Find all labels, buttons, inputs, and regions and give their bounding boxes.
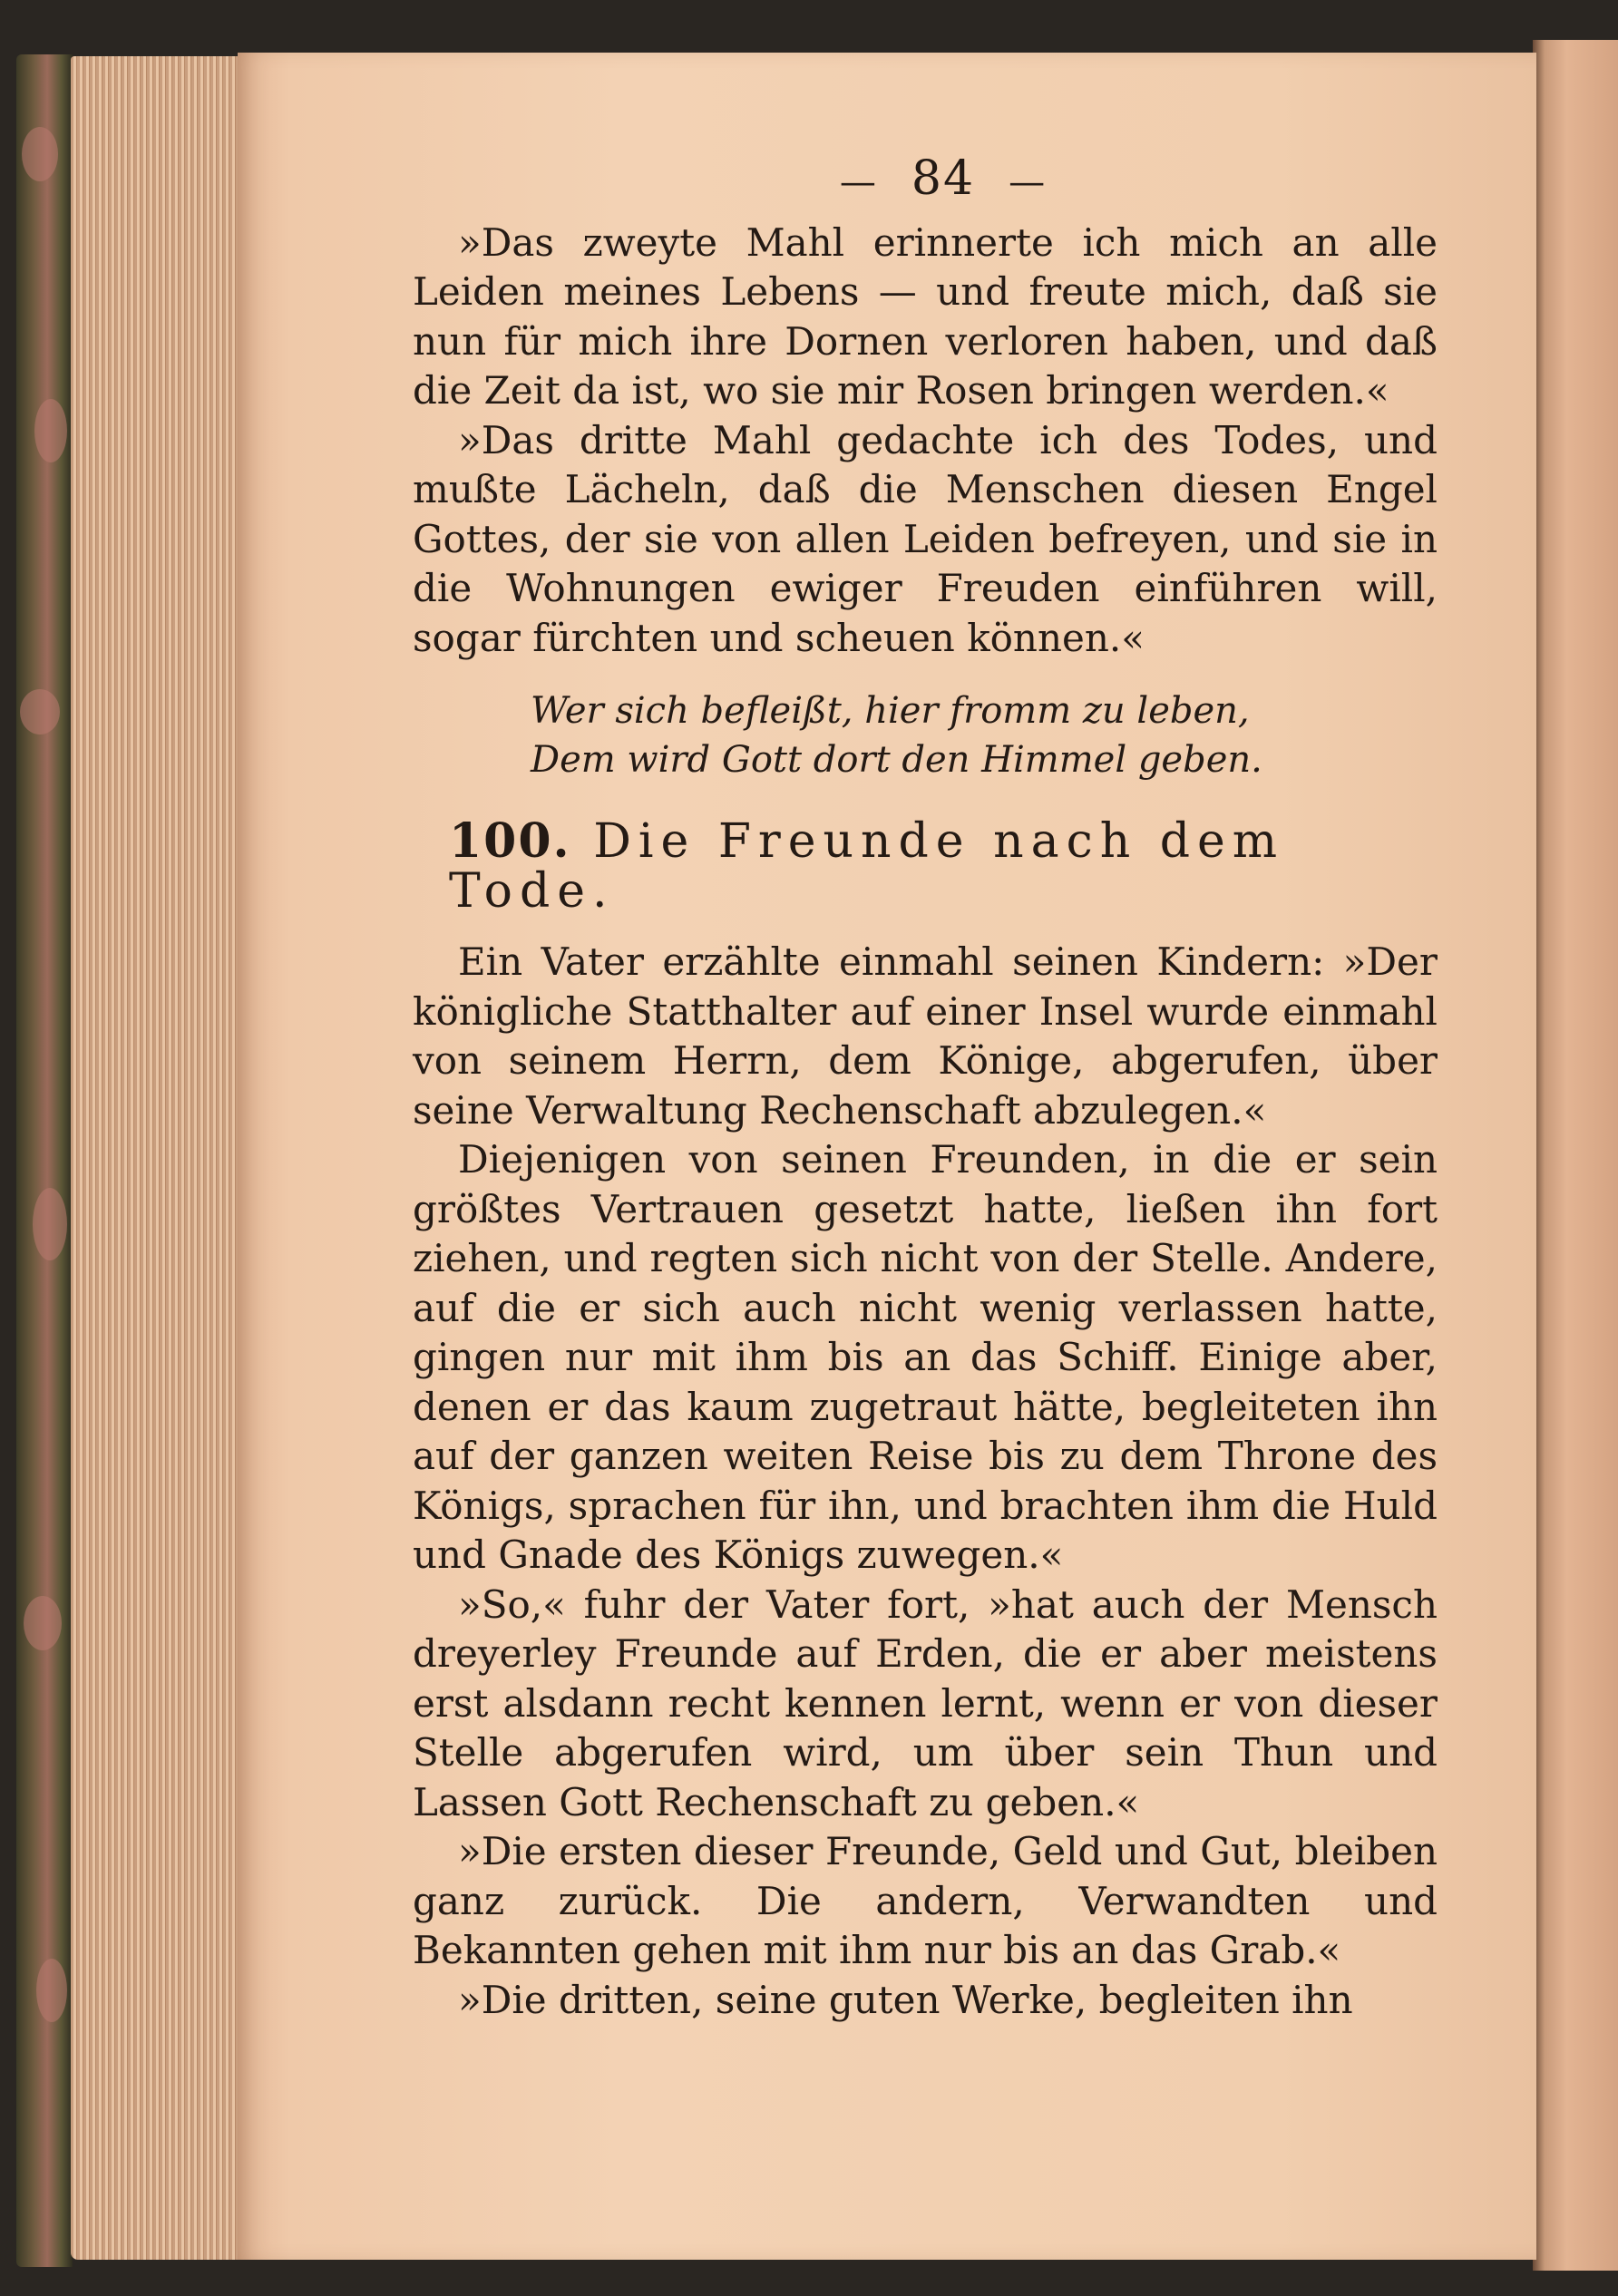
header-dash-left: —	[839, 161, 878, 203]
section-title: Die Freunde nach dem Tode.	[449, 814, 1285, 919]
page-number: 84	[911, 151, 976, 206]
verse-line: Dem wird Gott dort den Himmel geben.	[531, 739, 1262, 781]
facing-page-edge	[1533, 40, 1618, 2271]
verse-line: Wer sich befleißt, hier fromm zu leben,	[531, 690, 1250, 732]
paragraph: Ein Vater erzählte einmahl seinen Kindern: »Der königliche Statthalter auf einer Insel wurde einmahl von seinem Herrn, dem Könige, abgerufen, über seine Verwaltung Rechenschaft abzulegen.«	[413, 939, 1438, 1133]
paragraph: Diejenigen von seinen Freunden, in die er sein größtes Vertrauen gesetzt hatte, ließen ihn fort ziehen, und regten sich nicht von der Stelle. Andere, auf die er sich auch nicht wenig verlassen hatte, gingen nur mit ihm bis an das Schiff. Einige aber, denen er das kaum zugetraut hätte, begleiteten ihn auf der ganzen weiten Reise bis zu dem Throne des Königs, sprachen für ihn, und brachten ihm die Huld und Gnade des Königs zuwegen.«	[413, 1137, 1438, 1577]
header-dash-right: —	[1009, 161, 1048, 203]
paragraph: »Die ersten dieser Freunde, Geld und Gut, bleiben ganz zurück. Die andern, Verwandten und Bekannten gehen mit ihm nur bis an das Grab.«	[413, 1829, 1438, 1972]
page-header	[449, 151, 1438, 208]
page-edges	[71, 56, 243, 2260]
paragraph: »Das zweyte Mahl erinnerte ich mich an alle Leiden meines Lebens — und freute mich, daß sie nun für mich ihre Dornen verloren haben, und daß die Zeit da ist, wo sie mir Rosen bringen werden.«	[413, 219, 1438, 413]
section-number: 100.	[449, 813, 571, 869]
marbled-cover	[16, 54, 73, 2267]
verse	[531, 686, 1438, 784]
page-text	[413, 151, 1438, 2025]
section-heading	[449, 813, 1438, 919]
paragraph: »Das dritte Mahl gedachte ich des Todes, und mußte Lächeln, daß die Menschen diesen Engel Gottes, der sie von allen Leiden befreyen, und sie in die Wohnungen ewiger Freuden einführen will, sogar fürchten und scheuen können.«	[413, 417, 1438, 660]
paragraph: »So,« fuhr der Vater fort, »hat auch der Mensch dreyerley Freunde auf Erden, die er aber meistens erst alsdann recht kennen lernt, wenn er von dieser Stelle abgerufen wird, um über sein Thun und Lassen Gott Rechenschaft zu geben.«	[413, 1581, 1438, 1824]
paragraph: »Die dritten, seine guten Werke, begleiten ihn	[458, 1977, 1353, 2022]
